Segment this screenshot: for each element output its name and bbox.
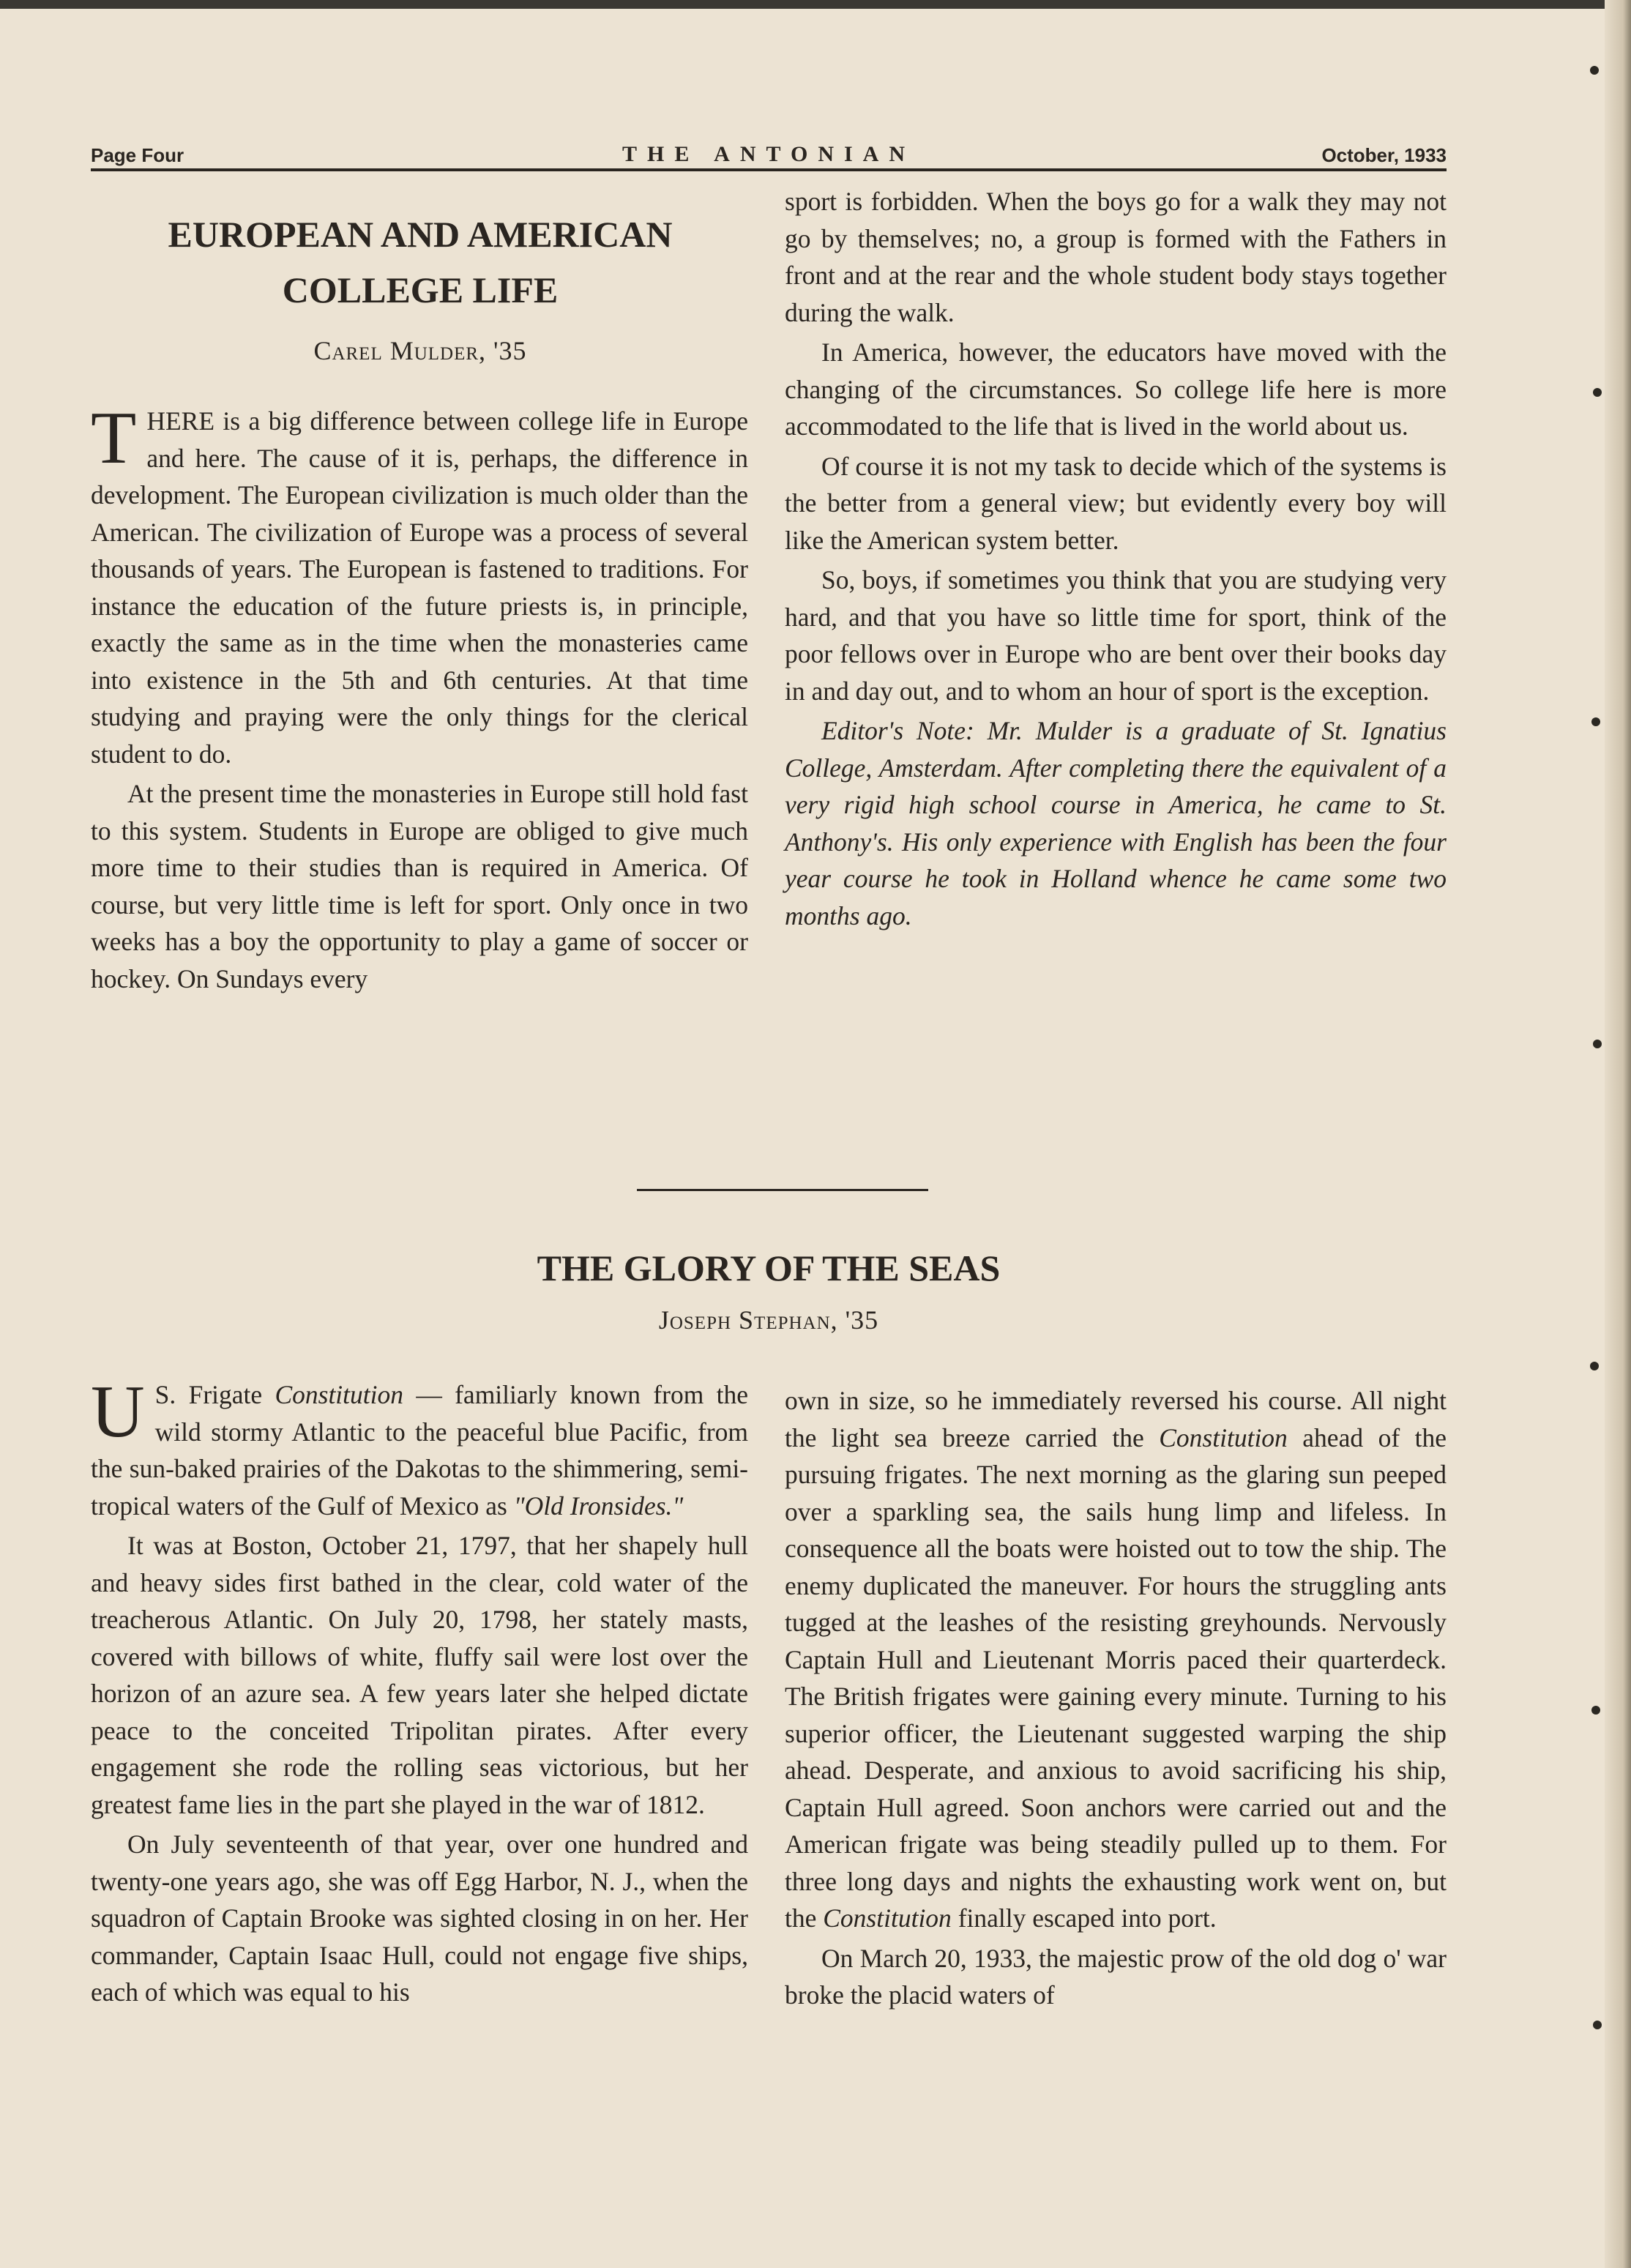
article-title-line-2: COLLEGE LIFE <box>282 269 559 310</box>
paragraph: On July seventeenth of that year, over one hundred and twenty-one years ago, she was off Egg Harbor, N. J., when the squadron of Captain Brooke was sighted closing in on her. Her commander, Captain Isaac Hull, could not engage five ships, each of which was equal to his <box>91 1829 748 2007</box>
paragraph: Of course it is not my task to decide which of the systems is the better from a general view; but evidently every boy will like the American system better. <box>785 451 1447 555</box>
page-top-edge <box>0 0 1631 9</box>
paragraph: own in size, so he immediately reversed his course. All night the light sea breeze carried the Constitution ahead of the pursuing frigates. The next morning as the glaring sun peeped over a sparkling sea, the sails hung limp and lifeless. In consequence all the boats were hoisted out to tow the ship. The enemy duplicated the maneuver. For hours the struggling ants tugged at the leashes of the resisting greyhounds. Nervously Captain Hull and Lieutenant Morris paced their quarterdeck. The British frigates were gaining every minute. Turning to his superior officer, the Lieutenant suggested warping the ship ahead. Desperate, and anxious to avoid sacrificing his ship, Captain Hull agreed. Soon anchors were carried out and the American frigate was being steadily pulled up to them. For three long days and nights the exhausting work went on, but the Constitution finally escaped into port. <box>785 1386 1447 1933</box>
page-number: Page Four <box>91 144 184 166</box>
ship-name: Constitution <box>1159 1422 1288 1452</box>
paragraph: In America, however, the educators have moved with the changing of the circumstances. So college life here is more accommodated to the life that is lived in the world about us. <box>785 337 1447 441</box>
ship-name: Constitution <box>275 1380 404 1409</box>
drop-cap: T <box>91 397 137 480</box>
article-separator <box>637 1189 928 1191</box>
binding-hole <box>1593 388 1602 397</box>
article-byline: Joseph Stephan, '35 <box>658 1305 879 1335</box>
binding-hole <box>1590 66 1599 75</box>
article-column-left <box>91 397 748 1000</box>
article-title-line-1: EUROPEAN AND AMERICAN <box>168 214 673 255</box>
article-title: THE GLORY OF THE SEAS <box>537 1247 1001 1288</box>
binding-hole <box>1593 2021 1602 2029</box>
paragraph: U S. Frigate Constitution — familiarly known from the wild stormy Atlantic to the peaceful blue Pacific, from the sun-baked prairies of the Dakotas to the shimmering, semi-tropical waters of the Gulf of Mexico as "Old Ironsides." <box>91 1370 748 1521</box>
binding-hole <box>1591 717 1600 726</box>
paragraph: On March 20, 1933, the majestic prow of the old dog o' war broke the placid waters of <box>785 1943 1447 2010</box>
article-column-left <box>91 1370 748 2014</box>
paragraph: It was at Boston, October 21, 1797, that her shapely hull and heavy sides first bathed in the clear, cold water of the treacherous Atlantic. On July 20, 1798, her stately masts, covered with billows of white, fluffy sail were lost over the horizon of an azure sea. A few years later she helped dictate peace to the conceited Tripolitan pirates. After every engagement she rode the rolling seas victorious, but her greatest fame lies in the part she played in the war of 1812. <box>91 1531 748 1819</box>
article-byline: Carel Mulder, '35 <box>313 336 527 365</box>
publication-name: THE ANTONIAN <box>622 142 915 166</box>
issue-date: October, 1933 <box>1321 144 1447 166</box>
binding-hole <box>1590 1362 1599 1370</box>
paragraph: sport is forbidden. When the boys go for a walk they may not go by themselves; no, a group is formed with the Fathers in front and at the rear and the whole student body stays together during the walk. <box>785 187 1447 327</box>
page-right-edge <box>1605 0 1631 2268</box>
paragraph: At the present time the monasteries in Europe still hold fast to this system. Students in Europe are obliged to give much more time to their studies than is required in America. Of course, but very little time is left for sport. Only once in two weeks has a boy the opportunity to play a game of soccer or hockey. On Sundays every <box>91 779 748 993</box>
ship-name: Constitution <box>823 1903 952 1933</box>
paragraph: So, boys, if sometimes you think that you are studying very hard, and that you have so little time for sport, think of the poor fellows over in Europe who are bent over their books day in and day out, and to whom an hour of sport is the exception. <box>785 565 1447 706</box>
binding-hole <box>1591 1706 1600 1715</box>
ship-nickname: "Old Ironsides." <box>513 1491 684 1521</box>
article-title <box>91 206 750 318</box>
drop-cap: U <box>91 1370 145 1453</box>
editors-note: Editor's Note: Mr. Mulder is a graduate of St. Ignatius College, Amsterdam. After completing there the equivalent of a very rigid high school course in America, he came to St. Anthony's. His only experience with English has been the four year course he took in Holland whence he came some two months ago. <box>785 716 1447 930</box>
paragraph: THERE is a big difference between college life in Europe and here. The cause of it is, perhaps, the difference in development. The European civilization is much older than the American. The civilization of Europe was a process of several thousands of years. The European is fastened to traditions. For instance the education of the future priests is, in principle, exactly the same as in the time when the monasteries came into existence in the 5th and 6th centuries. At that time studying and praying were the only things for the clerical student to do. <box>91 397 748 769</box>
article-column-right <box>785 183 1447 937</box>
article-column-right <box>785 1382 1447 2017</box>
binding-hole <box>1593 1040 1602 1048</box>
running-header <box>91 139 1447 171</box>
